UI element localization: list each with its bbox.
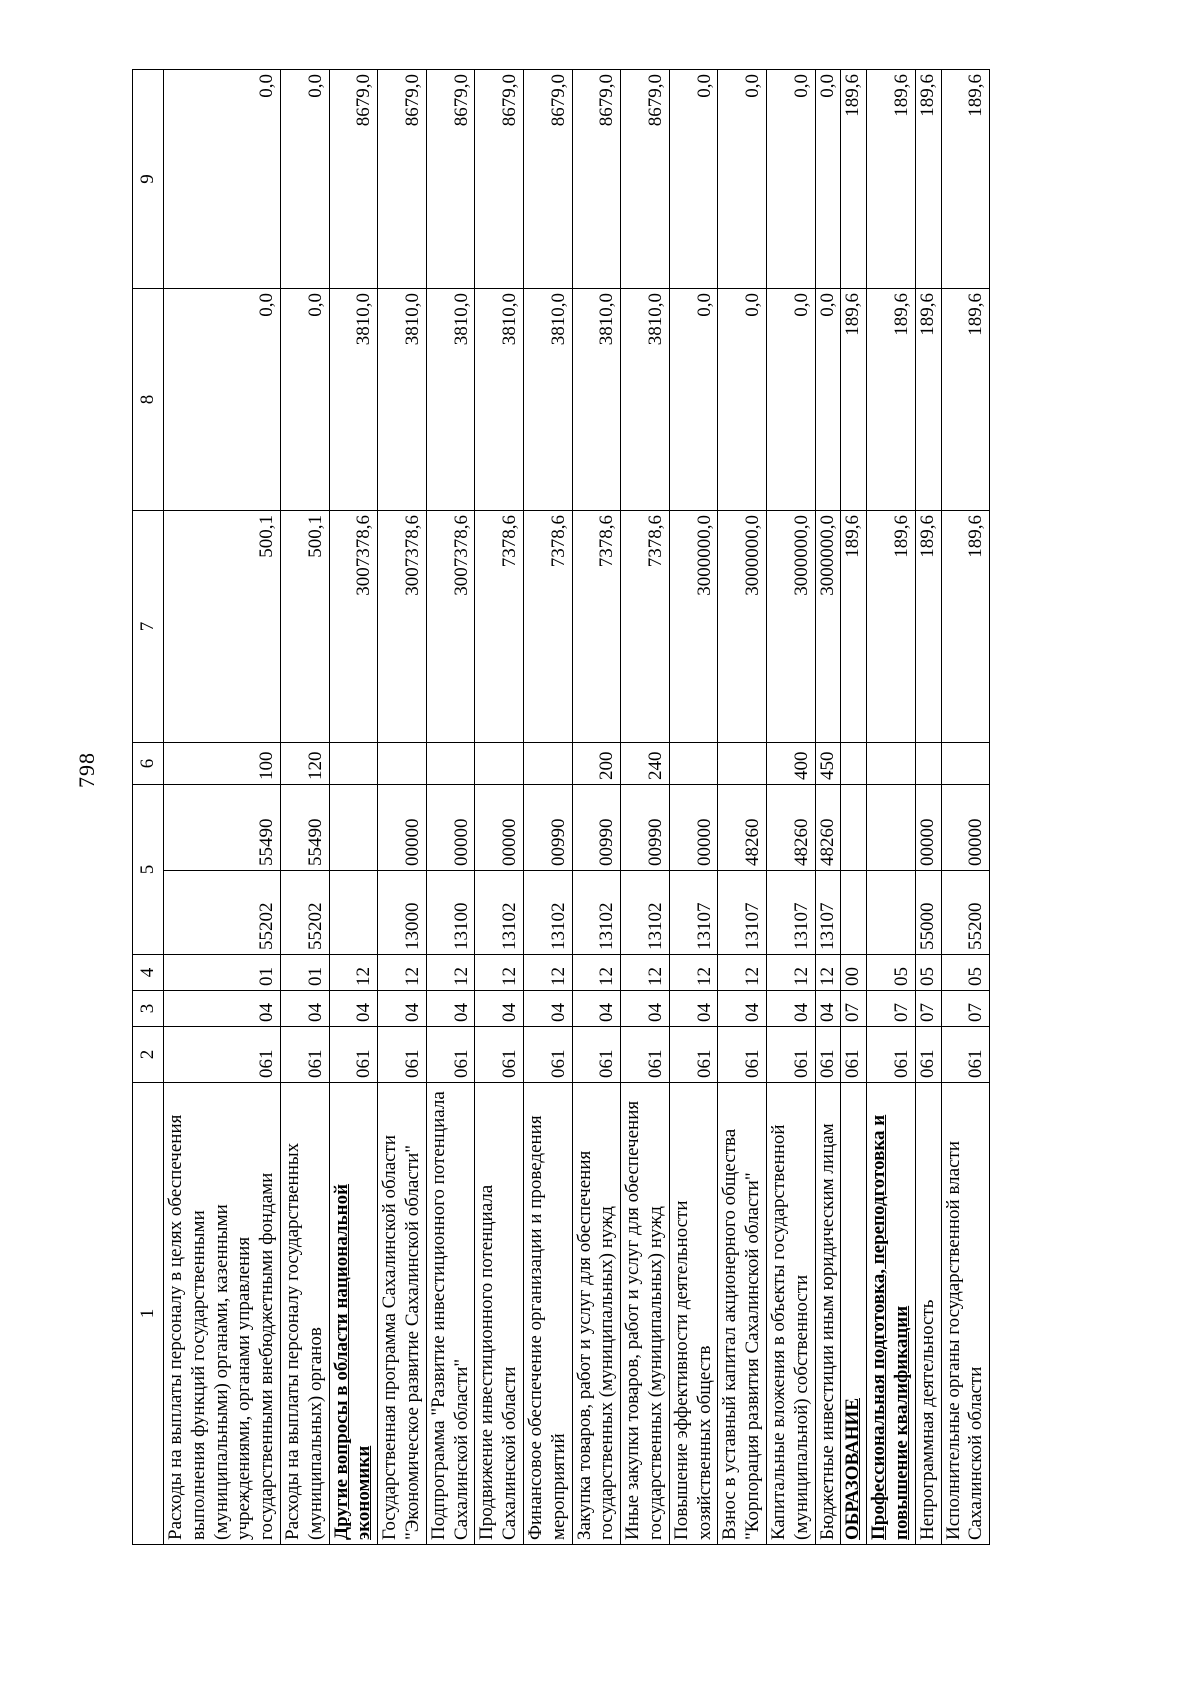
row-name: Иные закупки товаров, работ и услуг для обеспечения государственных (муниципальных) нужд [621,1083,670,1545]
table-row [426,70,475,1545]
cell-col3: 04 [572,991,621,1027]
cell-col6 [669,743,718,785]
header-cell: 1 [133,1083,164,1545]
cell-col2: 061 [766,1027,815,1083]
header-cell: 6 [133,743,164,785]
cell-col4: 01 [164,955,281,991]
cell-col6 [378,743,427,785]
cell-col4: 12 [475,955,524,991]
row-name: Расходы на выплаты персоналу в целях обеспечения выполнения функций государственными (муниципальными) органами, казенными учреждениями, органами управления государственными внебюджетными фондами [164,1083,281,1545]
cell-col4: 12 [572,955,621,991]
row-name: Непрограммная деятельность [915,1083,941,1545]
cell-col3: 07 [915,991,941,1027]
cell-col6 [867,743,916,785]
cell-col6 [329,743,378,785]
cell-col4: 00 [841,955,867,991]
cell-col7: 7378,6 [523,511,572,743]
table-row [669,70,718,1545]
cell-col4: 12 [669,955,718,991]
cell-col8: 189,6 [867,289,916,511]
cell-col3: 04 [766,991,815,1027]
cell-col2: 061 [815,1027,841,1083]
table-row [280,70,329,1545]
cell-col3: 04 [378,991,427,1027]
cell-col9: 8679,0 [621,70,670,289]
table-row [815,70,841,1545]
cell-col2: 061 [867,1027,916,1083]
cell-col5b: 00990 [621,785,670,871]
cell-col4: 12 [766,955,815,991]
cell-col2: 061 [841,1027,867,1083]
cell-col2: 061 [572,1027,621,1083]
cell-col6 [523,743,572,785]
cell-col9: 189,6 [867,70,916,289]
cell-col5a: 13102 [572,871,621,955]
cell-col7: 3007378,6 [329,511,378,743]
cell-col6: 400 [766,743,815,785]
cell-col5a: 55000 [915,871,941,955]
table-body [164,70,990,1545]
cell-col5b: 00000 [475,785,524,871]
cell-col3: 04 [815,991,841,1027]
header-cell: 8 [133,289,164,511]
row-name: Капитальные вложения в объекты государственной (муниципальной) собственности [766,1083,815,1545]
cell-col2: 061 [941,1027,990,1083]
row-name: Продвижение инвестиционного потенциала Сахалинской области [475,1083,524,1545]
cell-col5a: 13000 [378,871,427,955]
cell-col5b [841,785,867,871]
cell-col5b: 00000 [426,785,475,871]
cell-col7: 3000000,0 [815,511,841,743]
cell-col4: 12 [523,955,572,991]
header-cell: 2 [133,1027,164,1083]
cell-col9: 0,0 [766,70,815,289]
cell-col3: 07 [867,991,916,1027]
cell-col5a: 13102 [621,871,670,955]
cell-col4: 12 [718,955,767,991]
cell-col2: 061 [475,1027,524,1083]
cell-col2: 061 [523,1027,572,1083]
cell-col9: 189,6 [915,70,941,289]
cell-col5a: 55202 [164,871,281,955]
cell-col9: 8679,0 [523,70,572,289]
rotated-table-wrapper [132,70,990,1545]
cell-col5b: 00990 [572,785,621,871]
cell-col5b [329,785,378,871]
cell-col4: 05 [941,955,990,991]
cell-col7: 7378,6 [621,511,670,743]
table-row [915,70,941,1545]
row-name-text: Профессиональная подготовка, переподготовка и повышение квалификации [868,1114,912,1540]
cell-col8: 3810,0 [523,289,572,511]
cell-col9: 0,0 [164,70,281,289]
cell-col8: 3810,0 [475,289,524,511]
cell-col5a: 13100 [426,871,475,955]
header-cell: 3 [133,991,164,1027]
row-name [841,1083,867,1545]
cell-col7: 189,6 [867,511,916,743]
cell-col9: 0,0 [669,70,718,289]
row-name: Закупка товаров, работ и услуг для обеспечения государственных (муниципальных) нужд [572,1083,621,1545]
cell-col8: 189,6 [841,289,867,511]
cell-col3: 04 [164,991,281,1027]
cell-col9: 0,0 [280,70,329,289]
cell-col6: 120 [280,743,329,785]
table-row [867,70,916,1545]
row-name: Государственная программа Сахалинской области "Экономическое развитие Сахалинской области" [378,1083,427,1545]
cell-col4: 05 [915,955,941,991]
cell-col8: 3810,0 [378,289,427,511]
cell-col4: 12 [329,955,378,991]
cell-col5b: 55490 [164,785,281,871]
cell-col7: 3007378,6 [378,511,427,743]
table-row [523,70,572,1545]
row-name: Финансовое обеспечение организации и проведения мероприятий [523,1083,572,1545]
cell-col9: 189,6 [941,70,990,289]
cell-col3: 04 [718,991,767,1027]
cell-col9: 0,0 [815,70,841,289]
cell-col6: 450 [815,743,841,785]
cell-col5b: 00000 [669,785,718,871]
cell-col9: 8679,0 [329,70,378,289]
cell-col8: 3810,0 [426,289,475,511]
cell-col6 [718,743,767,785]
cell-col7: 3007378,6 [426,511,475,743]
row-name [329,1083,378,1545]
cell-col8: 0,0 [766,289,815,511]
cell-col5b: 48260 [718,785,767,871]
cell-col9: 8679,0 [426,70,475,289]
row-name-text: Другие вопросы в области национальной экономики [330,1183,375,1540]
cell-col3: 04 [426,991,475,1027]
row-name: Повышение эффективности деятельности хозяйственных обществ [669,1083,718,1545]
header-cell: 5 [133,785,164,955]
cell-col9: 8679,0 [378,70,427,289]
cell-col3: 04 [621,991,670,1027]
cell-col5a: 55200 [941,871,990,955]
table-row [572,70,621,1545]
cell-col5b: 48260 [766,785,815,871]
cell-col7: 500,1 [280,511,329,743]
table-row [329,70,378,1545]
table-row [941,70,990,1545]
cell-col5b: 00000 [941,785,990,871]
budget-table [132,69,990,1545]
cell-col5a [867,871,916,955]
cell-col3: 07 [941,991,990,1027]
cell-col7: 3000000,0 [669,511,718,743]
cell-col6: 240 [621,743,670,785]
cell-col4: 12 [815,955,841,991]
header-cell: 9 [133,70,164,289]
row-name [867,1083,916,1545]
header-cell: 4 [133,955,164,991]
cell-col6: 200 [572,743,621,785]
cell-col2: 061 [915,1027,941,1083]
cell-col5a: 13102 [475,871,524,955]
cell-col7: 189,6 [941,511,990,743]
cell-col7: 3000000,0 [766,511,815,743]
cell-col5a: 55202 [280,871,329,955]
cell-col3: 04 [669,991,718,1027]
cell-col5b: 48260 [815,785,841,871]
cell-col5b: 00990 [523,785,572,871]
row-name: Бюджетные инвестиции иным юридическим лицам [815,1083,841,1545]
table-row [621,70,670,1545]
cell-col3: 04 [280,991,329,1027]
cell-col2: 061 [378,1027,427,1083]
cell-col6 [426,743,475,785]
cell-col8: 0,0 [280,289,329,511]
cell-col9: 8679,0 [572,70,621,289]
cell-col5a: 13107 [669,871,718,955]
row-name-text: ОБРАЗОВАНИЕ [842,1398,864,1540]
cell-col9: 0,0 [718,70,767,289]
cell-col8: 0,0 [669,289,718,511]
cell-col2: 061 [164,1027,281,1083]
cell-col8: 3810,0 [572,289,621,511]
table-row [164,70,281,1545]
cell-col5b: 00000 [378,785,427,871]
cell-col5a [329,871,378,955]
row-name: Подпрограмма "Развитие инвестиционного потенциала Сахалинской области" [426,1083,475,1545]
page-number: 798 [74,752,99,788]
table-row [718,70,767,1545]
cell-col6 [941,743,990,785]
cell-col5a: 13107 [815,871,841,955]
cell-col3: 07 [841,991,867,1027]
cell-col2: 061 [329,1027,378,1083]
cell-col5b [867,785,916,871]
cell-col3: 04 [523,991,572,1027]
cell-col4: 12 [621,955,670,991]
cell-col5b: 55490 [280,785,329,871]
cell-col4: 12 [378,955,427,991]
table-row [841,70,867,1545]
cell-col6: 100 [164,743,281,785]
cell-col5a: 13107 [718,871,767,955]
cell-col5a: 13102 [523,871,572,955]
header-cell: 7 [133,511,164,743]
cell-col6 [915,743,941,785]
cell-col8: 189,6 [915,289,941,511]
cell-col2: 061 [718,1027,767,1083]
cell-col6 [841,743,867,785]
cell-col5b: 00000 [915,785,941,871]
cell-col7: 500,1 [164,511,281,743]
cell-col7: 7378,6 [475,511,524,743]
cell-col8: 189,6 [941,289,990,511]
cell-col8: 0,0 [164,289,281,511]
cell-col2: 061 [426,1027,475,1083]
cell-col5a: 13107 [766,871,815,955]
cell-col9: 189,6 [841,70,867,289]
cell-col8: 3810,0 [621,289,670,511]
cell-col4: 12 [426,955,475,991]
cell-col4: 05 [867,955,916,991]
table-row [475,70,524,1545]
table-row [766,70,815,1545]
row-name: Исполнительные органы государственной власти Сахалинской области [941,1083,990,1545]
cell-col2: 061 [669,1027,718,1083]
cell-col3: 04 [329,991,378,1027]
cell-col9: 8679,0 [475,70,524,289]
cell-col2: 061 [280,1027,329,1083]
cell-col3: 04 [475,991,524,1027]
cell-col8: 0,0 [718,289,767,511]
table-row [378,70,427,1545]
cell-col8: 3810,0 [329,289,378,511]
cell-col2: 061 [621,1027,670,1083]
cell-col6 [475,743,524,785]
cell-col7: 7378,6 [572,511,621,743]
cell-col5a [841,871,867,955]
cell-col7: 3000000,0 [718,511,767,743]
cell-col4: 01 [280,955,329,991]
cell-col7: 189,6 [841,511,867,743]
cell-col7: 189,6 [915,511,941,743]
row-name: Взнос в уставный капитал акционерного общества "Корпорация развития Сахалинской области" [718,1083,767,1545]
cell-col8: 0,0 [815,289,841,511]
header-row [133,70,164,1545]
row-name: Расходы на выплаты персоналу государственных (муниципальных) органов [280,1083,329,1545]
